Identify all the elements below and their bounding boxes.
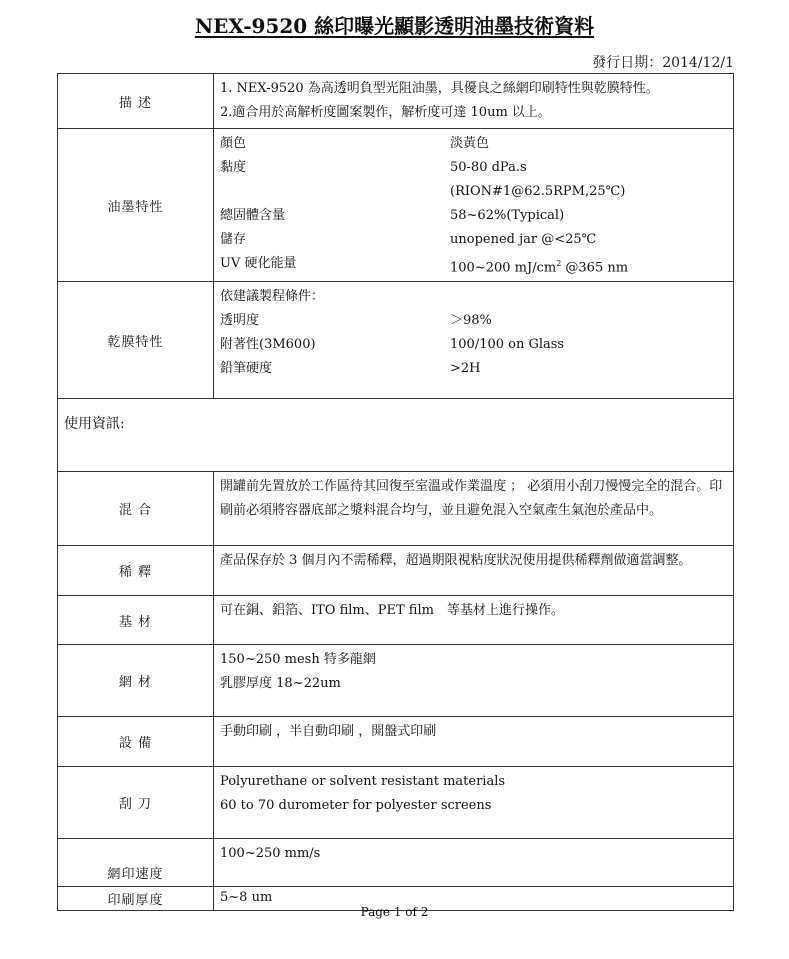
content-print-speed: 100~250 mm/s (214, 839, 734, 887)
ink-prop-color: 顏色 淡黃色 (220, 136, 490, 151)
content-ink-properties (214, 129, 734, 282)
document-title (0, 10, 789, 39)
document-title-text: NEX-9520 絲印曝光顯影透明油墨技術資料 (194, 14, 595, 38)
label-print-thickness: 印刷厚度 (58, 887, 214, 911)
content-substrate: 可在銅、鋁箔、ITO film、PET film 等基材上進行操作。 (214, 596, 734, 645)
page-footer: Page 1 of 2 (360, 905, 429, 919)
label-ink-properties: 油墨特性 (58, 129, 214, 282)
label-print-speed: 網印速度 (58, 839, 214, 887)
squeegee-line-2: 60 to 70 durometer for polyester screens (220, 798, 492, 813)
screen-line-1: 150~250 mesh 特多龍網 (220, 652, 376, 667)
content-mixing: 開罐前先置放於工作區待其回復至室溫或作業溫度 ； 必須用小刮刀慢慢完全的混合。印刷前必須將容器底部之漿料混合均勻，並且避免混入空氣產生氣泡於產品中。 (214, 472, 734, 546)
film-prop-transparency: 透明度 ＞98% (220, 313, 492, 328)
content-dilution: 產品保存於 3 個月內不需稀釋，超過期限視粘度狀況使用提供稀釋劑做適當調整。 (214, 546, 734, 596)
row-film-properties (58, 282, 734, 399)
ink-prop-solids: 總固體含量 58~62%(Typical) (220, 208, 565, 223)
issue-date: 發行日期：2014/12/1 (592, 55, 734, 71)
row-ink-properties (58, 129, 734, 282)
label-film-properties: 乾膜特性 (58, 282, 214, 399)
screen-line-2: 乳膠厚度 18~22um (220, 676, 341, 691)
film-prop-pencil-hardness: 鉛筆硬度 >2H (220, 361, 481, 376)
content-film-properties (214, 282, 734, 399)
content-screen (214, 645, 734, 717)
content-equipment: 手動印刷 ，半自動印刷 ，開盤式印刷 (214, 717, 734, 767)
content-squeegee (214, 767, 734, 839)
film-prop-adhesion: 附著性(3M600) 100/100 on Glass (220, 337, 565, 352)
row-equipment (58, 717, 734, 767)
row-substrate (58, 596, 734, 645)
description-line-2: 2.適合用於高解析度圖案製作，解析度可達 10um 以上。 (220, 105, 551, 120)
description-line-1: 1. NEX-9520 為高透明負型光阻油墨，具優良之絲網印刷特性與乾膜特性。 (220, 81, 659, 96)
label-substrate: 基 材 (58, 596, 214, 645)
row-description (58, 74, 734, 129)
content-description (214, 74, 734, 129)
row-mixing (58, 472, 734, 546)
row-squeegee (58, 767, 734, 839)
ink-prop-viscosity: 黏度 50-80 dPa.s (220, 160, 527, 175)
usage-info-heading: 使用資訊: (58, 399, 734, 472)
ink-prop-viscosity-condition: (RION#1@62.5RPM,25℃) (450, 184, 626, 199)
row-usage-info (58, 399, 734, 472)
row-dilution (58, 546, 734, 596)
row-print-speed (58, 839, 734, 887)
label-equipment: 設 備 (58, 717, 214, 767)
content-print-thickness: 5~8 um (214, 887, 734, 911)
film-prop-intro: 依建議製程條件： (220, 289, 325, 304)
spec-table (57, 73, 734, 911)
label-dilution: 稀 釋 (58, 546, 214, 596)
label-screen: 網 材 (58, 645, 214, 717)
label-mixing: 混 合 (58, 472, 214, 546)
row-screen (58, 645, 734, 717)
ink-prop-uv-energy: UV 硬化能量 100~200 $mJ/cm^2$ @365 nm (220, 256, 629, 276)
label-description: 描 述 (58, 74, 214, 129)
ink-prop-storage: 儲存 unopened jar @<25℃ (220, 232, 597, 247)
label-squeegee: 刮 刀 (58, 767, 214, 839)
squeegee-line-1: Polyurethane or solvent resistant materials (220, 774, 506, 789)
